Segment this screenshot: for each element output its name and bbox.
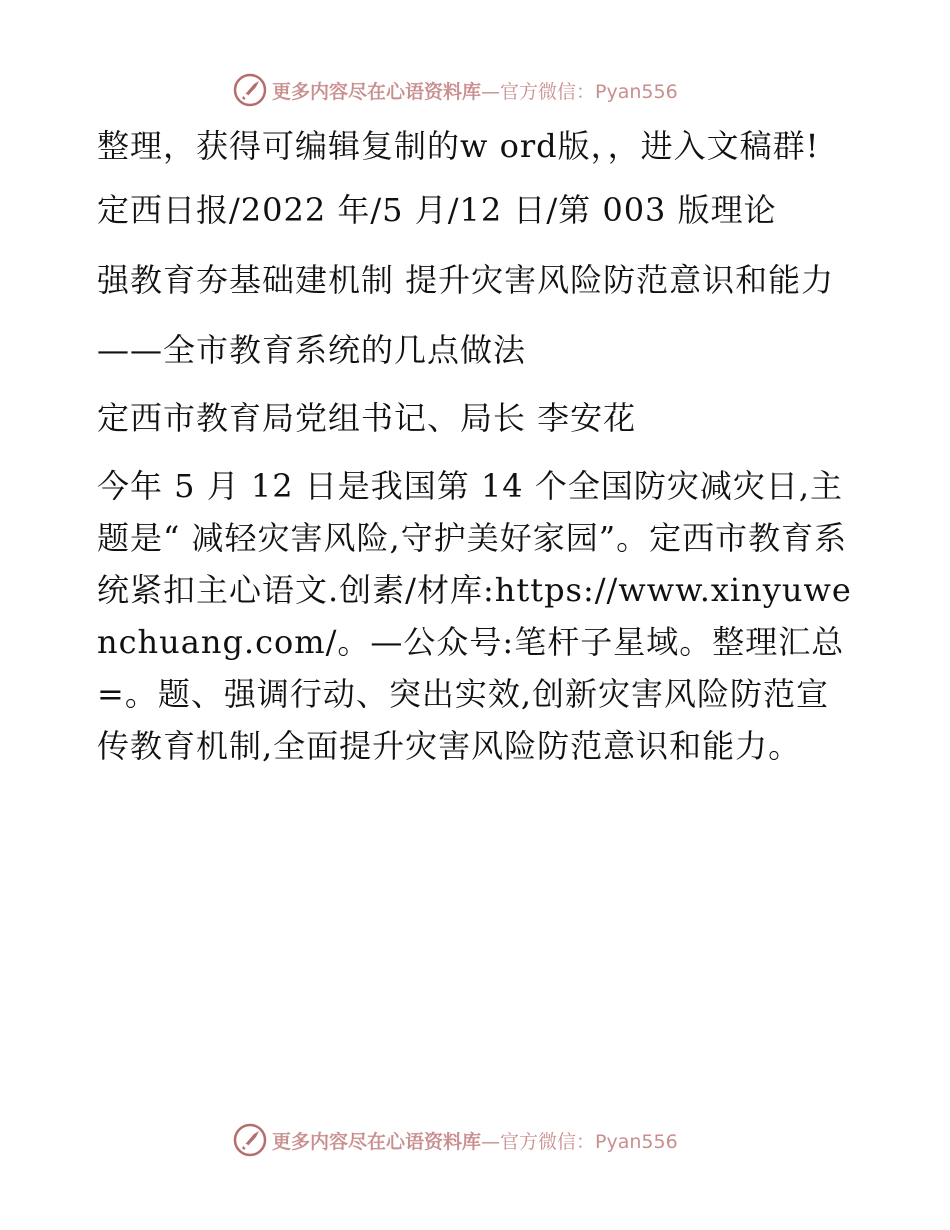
pen-nib-seal-icon: [232, 72, 268, 108]
footer-watermark: [232, 1120, 712, 1160]
body-paragraph: 今年 5 月 12 日是我国第 14 个全国防灾减灾日,主题是“ 减轻灾害风险,守护美好家园”。定西市教育系统紧扣主心语文.创素/材库:https://www.xinyuwenchuang.com/。—公众号:笔杆子星域。整理汇总=。题、强调行动、突出实效,创新灾害风险防范宣传教育机制,全面提升灾害风险防范意识和能力。: [97, 467, 852, 765]
pen-nib-seal-icon: [232, 1122, 268, 1158]
intro-note: 整理，获得可编辑复制的w ord版，，进入文稿群!: [97, 127, 820, 165]
publication-line: 定西日报/2022 年/5 月/12 日/第 003 版理论: [97, 191, 777, 229]
watermark-text: 更多内容尽在心语资料库: [272, 1130, 482, 1153]
article-subtitle: ——全市教育系统的几点做法: [97, 331, 527, 369]
watermark-suffix: —官方微信：Pyan556: [481, 1130, 678, 1153]
article-title: 强教育夯基础建机制 提升灾害风险防范意识和能力: [97, 261, 835, 299]
document-body: [97, 120, 857, 772]
watermark-text: 更多内容尽在心语资料库: [272, 80, 482, 103]
watermark-suffix: —官方微信：Pyan556: [481, 80, 678, 103]
author-line: 定西市教育局党组书记、局长 李安花: [97, 399, 637, 437]
header-watermark: [232, 70, 712, 110]
